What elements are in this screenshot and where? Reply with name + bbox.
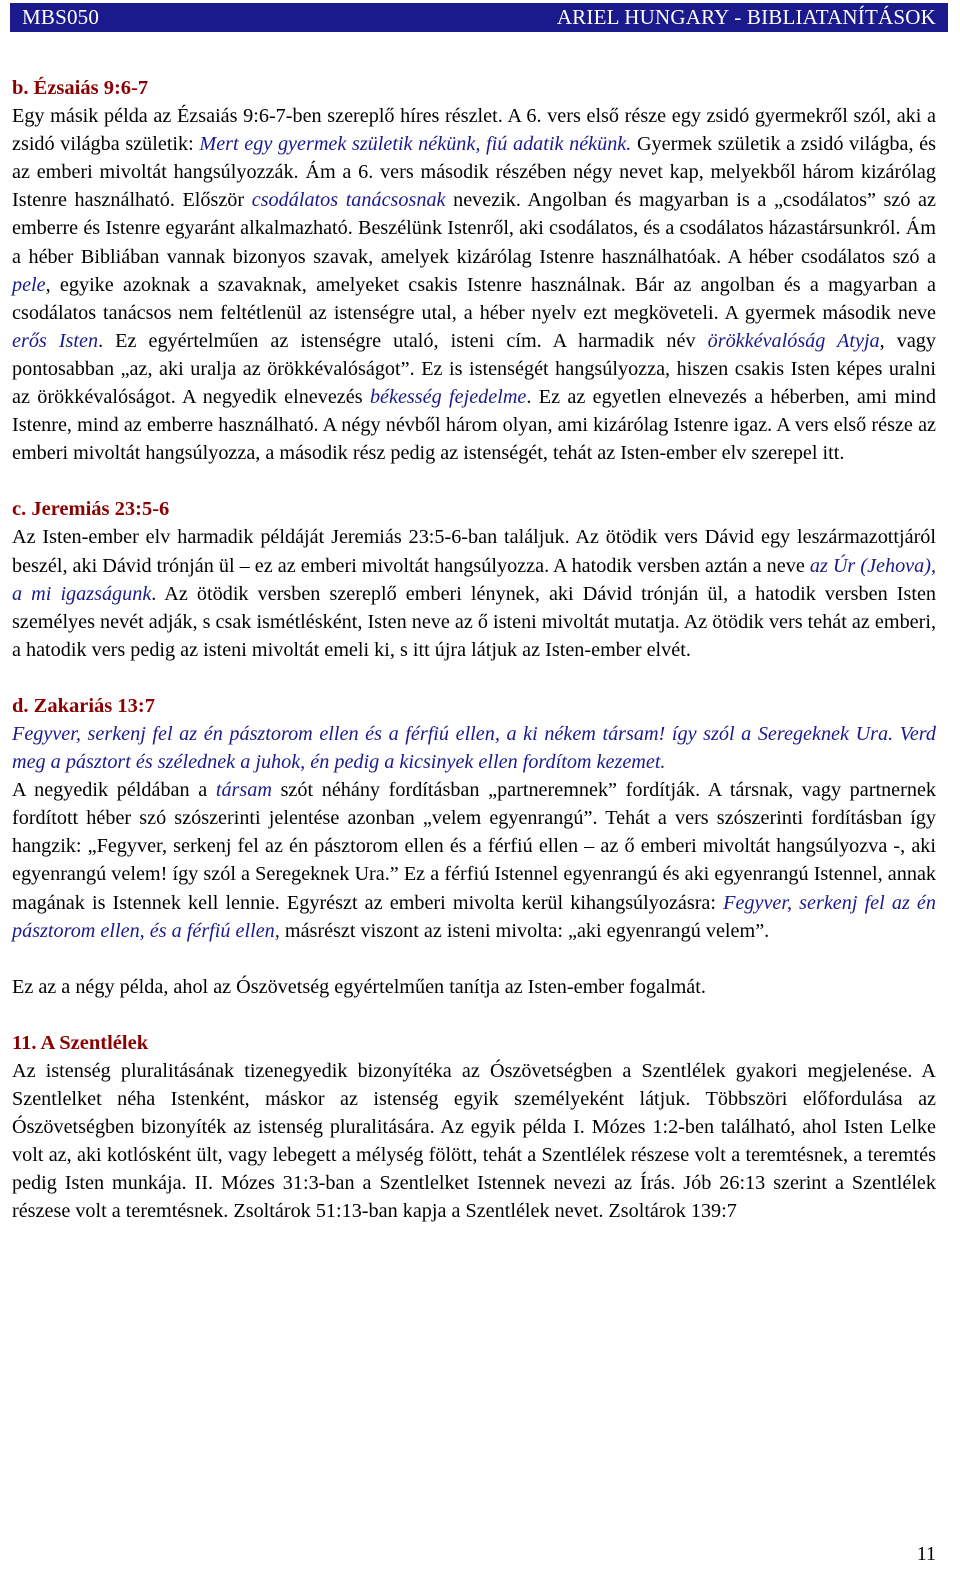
text: . Ez egyértelműen az istenségre utaló, isteni cím. A harmadik név [98,329,708,352]
header-title: ARIEL HUNGARY - BIBLIATANÍTÁSOK [556,5,936,29]
page-content [12,74,936,1225]
section-c-heading: c. Jeremiás 23:5-6 [12,498,170,521]
scripture-quote: békesség fejedelme [369,386,527,409]
scripture-quote: az Úr (Jehova), a mi igazságunk [12,554,936,605]
text: A negyedik példában a [12,779,216,802]
text: . Ez az egyetlen elnevezés a héberben, ami mind Istenre, mind az emberre használható. A négy névből három olyan, ami kizárólag Istenre igaz. A vers első része az emberi mivoltát hangsúlyozza, a második rész pedig az istenségét, tehát az Isten-ember elv szerepel itt. [12,386,936,465]
section-d-heading: d. Zakariás 13:7 [12,694,155,717]
section-b-paragraph [12,102,936,467]
text: szót néhány fordításban „partneremnek” fordítják. A társnak, vagy partnernek fordított héber szó szószerinti jelentése azonban „velem egyenrangú”. Tehát a vers szószerinti fordításban így hangzik: „Fegyver, serkenj fel az én pásztorom ellen és a férfiú ellen – az ő emberi mivoltát hangsúlyozva -, aki egyenrangú velem! így szól a Seregeknek Ura.” Ez a férfiú Istennel egyenrangú és aki egyenrangú Istennel, annak magának is Istennek kell lennie. Egyrészt az emberi mivolta kerül kihangsúlyozásra: [12,779,936,914]
section-c-paragraph [12,523,936,663]
spacer [12,467,936,495]
section-11-paragraph: Az istenség pluralitásának tizenegyedik bizonyítéka az Ószövetségben a Szentlélek gyakori megjelenése. A Szentlelket néha Istenként, máskor az istenség egyik személyeként látjuk. Többszöri előfordulása az Ószövetségben bizonyíték az istenség pluralitására. Az egyik példa I. Mózes 1:2-ben található, ahol Isten Lelke volt az, aki kotlósként ült, vagy lebegett a mélység fölött, tehát a Szentlélek részese volt a teremtésnek, a teremtés pedig Isten munkája. II. Mózes 31:3-ban a Szentlelket Istennek nevezi az Írás. Jób 26:13 szerint a Szentlélek részese volt a teremtésnek. Zsoltárok 51:13-ban kapja a Szentlélek nevet. Zsoltárok 139:7 [12,1059,936,1223]
scripture-quote: csodálatos tanácsosnak [251,189,446,212]
text: , egyike azoknak a szavaknak, amelyeket csakis Istenre használnak. Bár az angolban és a magyarban a csodálatos tanácsos nem feltétlenül az istenségre utal, a héber nyelv ezt megköveteli. A gyermek második neve [12,273,936,324]
section-d-scripture: Fegyver, serkenj fel az én pásztorom ellen és a férfiú ellen, a ki nékem társam! így szól a Seregeknek Ura. Verd meg a pásztort és szélednek a juhok, én pedig a kicsinyek ellen fordítom kezemet. [12,722,936,774]
text: Egy másik példa az Ézsaiás 9:6-7-ben szereplő híres részlet. A 6. vers első része egy zsidó gyermekről szól, aki a zsidó világba születik: [12,105,936,156]
section-d-paragraph [12,776,936,945]
scripture-quote: Mert egy gyermek születik nékünk, fiú adatik nékünk. [199,133,632,156]
document-code: MBS050 [22,5,100,29]
text: . Az ötödik versben szereplő emberi lénynek, aki Dávid trónján ül, a hatodik versben Isten személyes nevét adják, s csak ismétlésként, Isten neve az ő isteni mivoltát mutatja. Az ötödik vers tehát az emberi, a hatodik vers pedig az isteni mivoltát emeli ki, s itt újra látjuk az Isten-ember elvét. [12,582,937,661]
section-b-heading: b. Ézsaiás 9:6-7 [12,77,149,99]
text: , vagy pontosabban „az, aki uralja az örökkévalóságot”. Ez is istenségét hangsúlyozza, hiszen csakis Isten képes uralni az örökkévalóságot. A negyedik elnevezés [12,329,936,409]
spacer [12,1001,936,1029]
spacer [12,664,936,692]
scripture-quote: örökkévalóság Atyja [707,329,880,352]
spacer [12,945,936,973]
text: másrészt viszont az isteni mivolta: „aki egyenrangú velem”. [279,919,770,942]
scripture-quote: erős Isten [12,329,99,352]
page-header [10,3,948,32]
scripture-quote: Fegyver, serkenj fel az én pásztorom ellen, és a férfiú ellen, [12,891,936,942]
section-11-heading: 11. A Szentlélek [12,1031,149,1054]
summary-paragraph: Ez az a négy példa, ahol az Ószövetség egyértelműen tanítja az Isten-ember fogalmát. [12,975,706,998]
hebrew-word: pele [12,273,46,296]
text: nevezik. Angolban és magyarban is a „csodálatos” szó az emberre és Istenre egyaránt alkalmazható. Beszélünk Istenről, aki csodálatos, és a csodálatos házastársunkról. Ám a héber Bibliában vannak bizonyos szavak, amelyek kizárólag Istenre használhatóak. A héber csodálatos szó a [12,189,936,268]
scripture-quote: társam [215,779,272,802]
text: Az Isten-ember elv harmadik példáját Jeremiás 23:5-6-ban találjuk. Az ötödik vers Dávid egy leszármazottjáról beszél, aki Dávid trónján ül – ez az emberi mivoltát hangsúlyozza. A hatodik versben aztán a neve [12,526,936,577]
page-number: 11 [916,1543,936,1565]
text: Gyermek születik a zsidó világba, és az emberi mivoltát hangsúlyozzák. Ám a 6. vers második részében négy nevet kap, melyekből három kizárólag Istenre használható. Először [12,133,936,212]
